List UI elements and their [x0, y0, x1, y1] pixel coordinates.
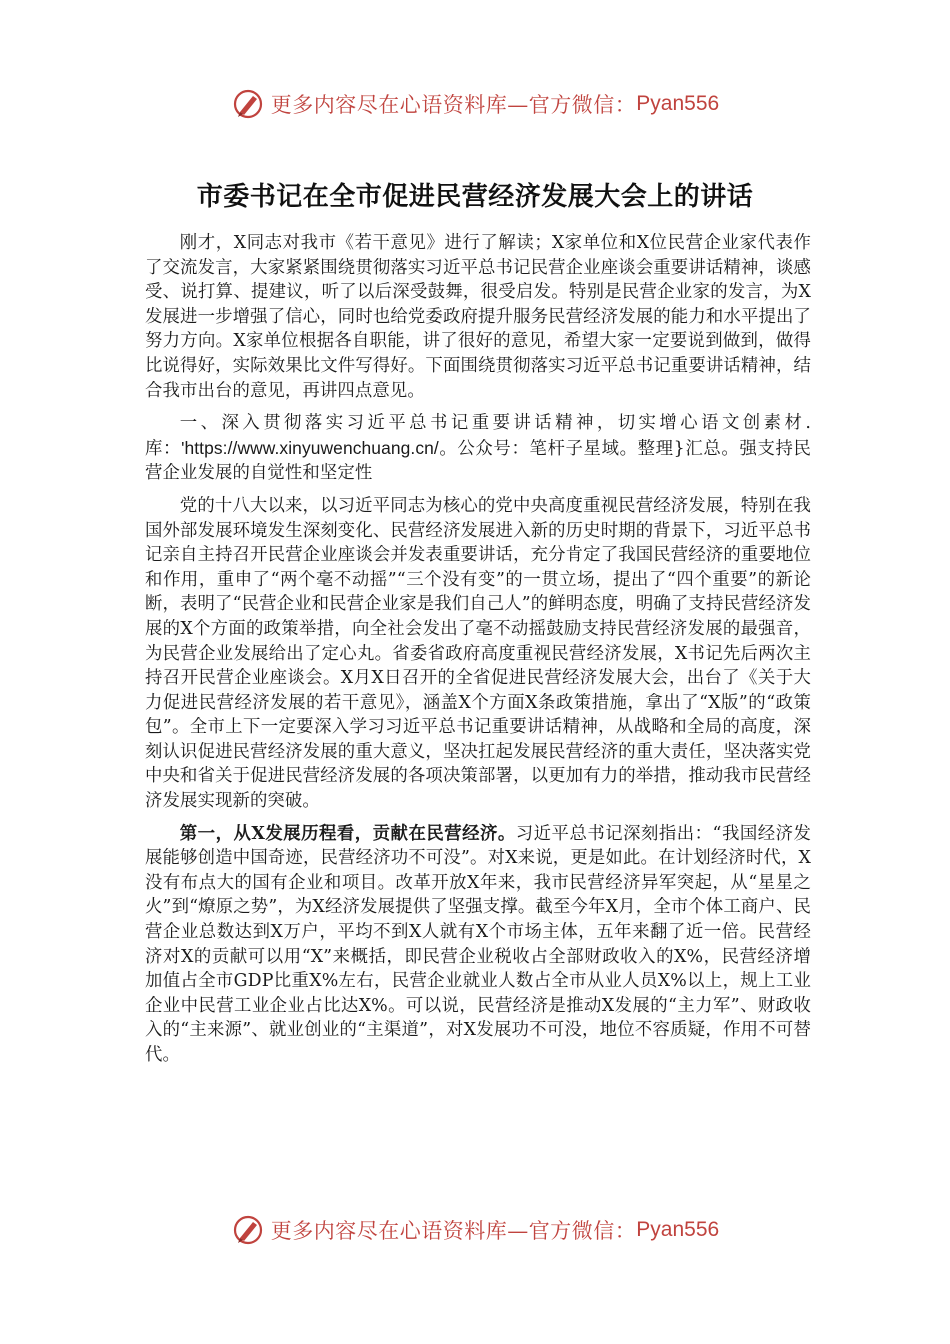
heading-prefix: 一、深入贯彻落实习近平总书记重要讲话精神，切实增心语文创素材.库：	[145, 413, 811, 459]
source-url-link[interactable]: 'https://www.xinyuwenchuang.cn/	[181, 437, 439, 458]
paragraph-first-point	[145, 822, 811, 1068]
pen-logo-icon	[231, 1213, 265, 1247]
heading-suffix: 。公众号：笔杆子星域。整理}汇总。强支持民营企业发展的自觉性和坚定性	[145, 438, 812, 484]
watermark-banner-bottom	[0, 1208, 950, 1252]
paragraph-text: 刚才，X同志对我市《若干意见》进行了解读；X家单位和X位民营企业家代表作了交流发言，大家紧紧围绕贯彻落实习近平总书记民营企业座谈会重要讲话精神，谈感受、说打算、提建议，听了以后深受鼓舞，很受启发。特别是民营企业家的发言，为X发展进一步增强了信心，同时也给党委政府提升服务民营经济发展的能力和水平提出了努力方向。X家单位根据各自职能，讲了很好的意见，希望大家一定要说到做到，做得比说得好，实际效果比文件写得好。下面围绕贯彻落实习近平总书记重要讲话精神，结合我市出台的意见，再讲四点意见。	[145, 233, 811, 401]
paragraph-text: 习近平总书记深刻指出：“我国经济发展能够创造中国奇迹，民营经济功不可没”。对X来说，更是如此。在计划经济时代，X没有布点大的国有企业和项目。改革开放X年来，我市民营经济异军突起，从“星星之火”到“燎原之势”，为X经济发展提供了坚强支撑。截至今年X月，全市个体工商户、民营企业总数达到X万户，平均不到X人就有X个市场主体，五年来翻了近一倍。民营经济对X的贡献可以用“X”来概括，即民营企业税收占全部财政收入的X%，民营经济增加值占全市GDP比重X%左右，民营企业就业人数占全市从业人员X%以上，规上工业企业中民营工业企业占比达X%。可以说，民营经济是推动X发展的“主力军”、财政收入的“主来源”、就业创业的“主渠道”，对X发展功不可没，地位不容质疑，作用不可替代。	[145, 823, 811, 1065]
paragraph-party-background	[145, 494, 811, 814]
banner-text: 更多内容尽在心语资料库—官方微信：	[270, 93, 637, 117]
watermark-banner-top	[0, 82, 950, 126]
banner-wechat-id: Pyan556	[636, 92, 720, 115]
paragraph-text: 党的十八大以来，以习近平同志为核心的党中央高度重视民营经济发展，特别在我国外部发展环境发生深刻变化、民营经济发展进入新的历史时期的背景下，习近平总书记亲自主持召开民营企业座谈会并发表重要讲话，充分肯定了我国民营经济的重要地位和作用，重申了“两个毫不动摇”“三个没有变”的一贯立场，提出了“四个重要”的新论断，表明了“民营企业和民营企业家是我们自己人”的鲜明态度，明确了支持民营经济发展的X个方面的政策举措，向全社会发出了毫不动摇鼓励支持民营经济发展的最强音，为民营企业发展给出了定心丸。省委省政府高度重视民营经济发展，X书记先后两次主持召开民营企业座谈会。X月X日召开的全省促进民营经济发展大会，出台了《关于大力促进民营经济发展的若干意见》，涵盖X个方面X条政策措施，拿出了“X版”的“政策包”。全市上下一定要深入学习习近平总书记重要讲话精神，从战略和全局的高度，深刻认识促进民营经济发展的重大意义，坚决扛起发展民营经济的重大责任，坚决落实党中央和省关于促进民营经济发展的各项决策部署，以更加有力的举措，推动我市民营经济发展实现新的突破。	[145, 495, 811, 812]
document-title: 市委书记在全市促进民营经济发展大会上的讲话	[196, 182, 754, 212]
section-heading-one	[145, 411, 811, 486]
pen-logo-icon	[231, 87, 265, 121]
banner-text: 更多内容尽在心语资料库—官方微信：	[270, 1219, 637, 1243]
document-body	[145, 231, 811, 1076]
paragraph-intro	[145, 231, 811, 403]
point-lead: 第一，从X发展历程看，贡献在民营经济。	[179, 823, 516, 844]
banner-wechat-id: Pyan556	[636, 1218, 720, 1241]
